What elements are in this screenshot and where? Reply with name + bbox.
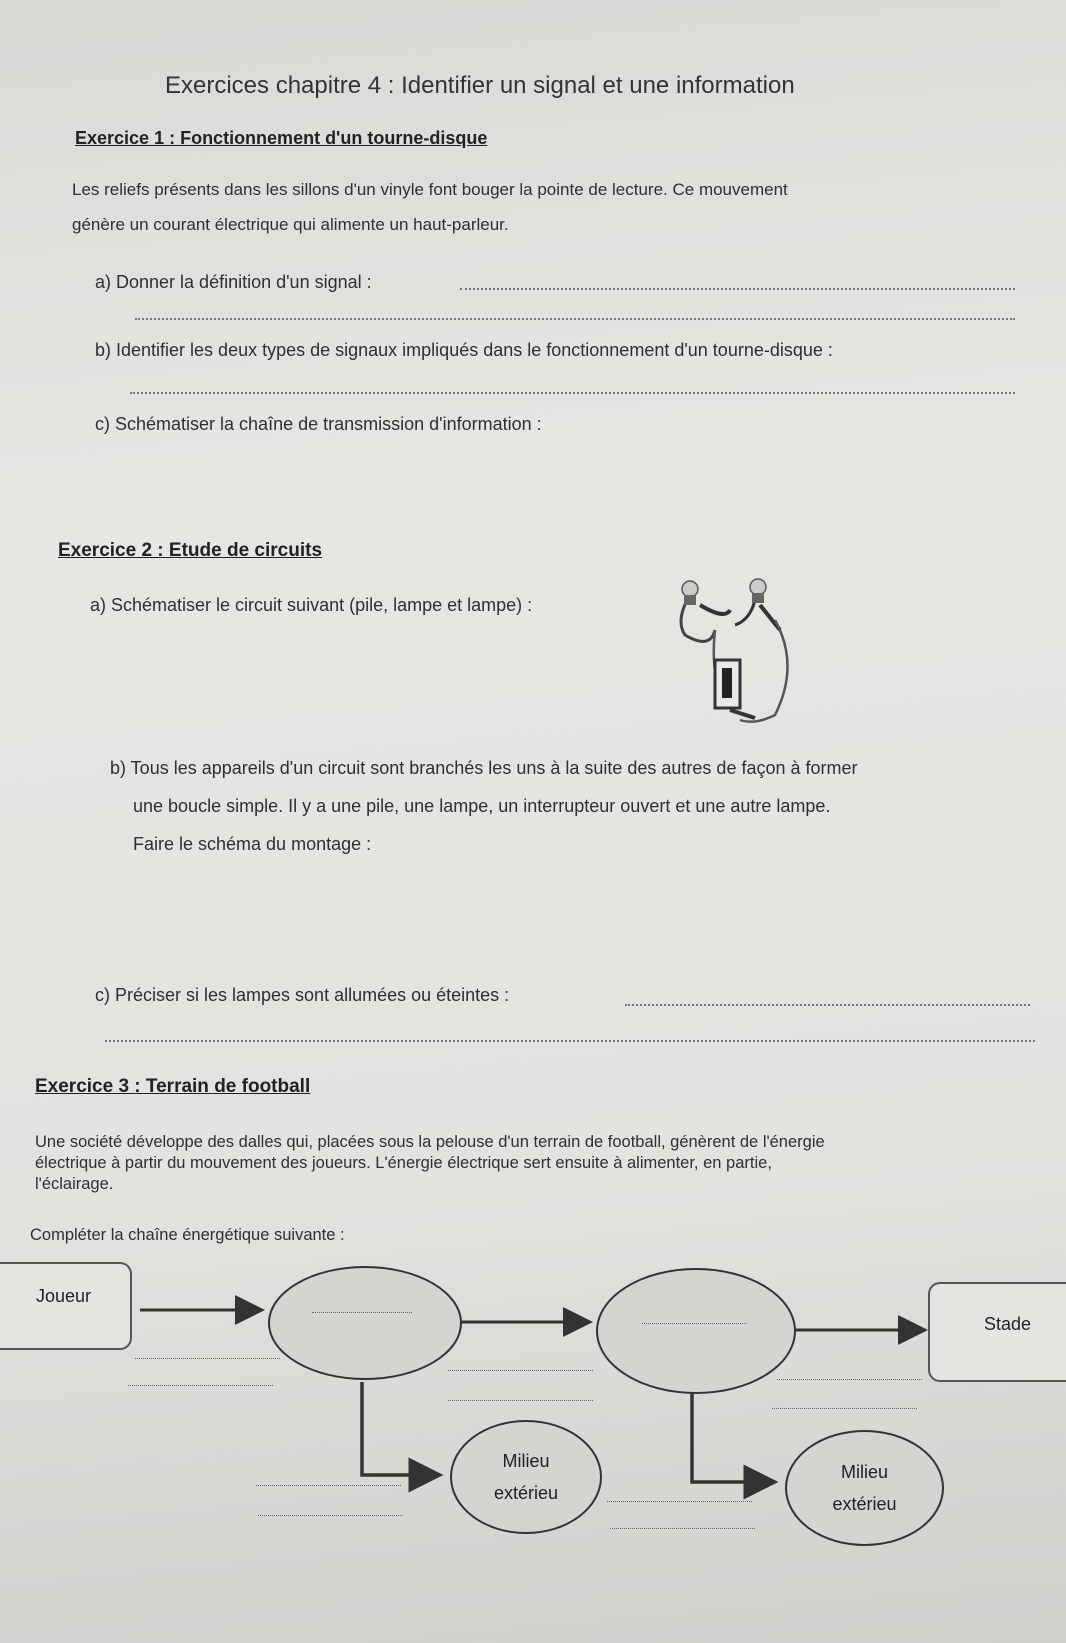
exercise-1-intro-line1: Les reliefs présents dans les sillons d'un vinyle font bouger la pointe de lecture. Ce mouvement <box>72 180 788 199</box>
exercise-2-question-b-line3: Faire le schéma du montage : <box>133 834 372 854</box>
exercise-1-title: Exercice 1 : Fonctionnement d'un tourne-disque <box>75 128 488 148</box>
exercise-1-question-b: b) Identifier les deux types de signaux impliqués dans le fonctionnement d'un tourne-disque : <box>95 340 833 360</box>
milieu-1-line2: extérieu <box>493 1483 559 1503</box>
exercise-2-question-b-line2: une boucle simple. Il y a une pile, une lampe, un interrupteur ouvert et une autre lampe. <box>133 796 831 816</box>
answer-line[interactable] <box>135 318 1015 320</box>
wire <box>735 600 755 625</box>
lamp-1-socket <box>684 595 696 605</box>
answer-line[interactable] <box>130 392 1015 394</box>
exercise-3-para-line3: l'éclairage. <box>35 1175 114 1193</box>
battery-label <box>722 668 732 698</box>
answer-line[interactable] <box>258 1515 403 1516</box>
answer-line[interactable] <box>256 1485 401 1486</box>
wire <box>700 605 730 614</box>
exercise-1-question-a: a) Donner la définition d'un signal : <box>95 272 372 292</box>
answer-line[interactable] <box>312 1312 412 1313</box>
wire <box>730 710 755 718</box>
arrow-loss-1 <box>362 1382 440 1475</box>
answer-line[interactable] <box>448 1370 593 1371</box>
answer-line[interactable] <box>448 1400 593 1401</box>
answer-line[interactable] <box>642 1323 747 1324</box>
milieu-2-line2: extérieu <box>832 1494 897 1514</box>
exercise-2-question-b-line1: b) Tous les appareils d'un circuit sont branchés les uns à la suite des autres de façon à former <box>110 758 858 778</box>
circuit-illustration <box>670 575 805 730</box>
exercise-3-title: Exercice 3 : Terrain de football <box>35 1076 311 1097</box>
answer-line[interactable] <box>460 288 1015 290</box>
answer-line[interactable] <box>610 1528 755 1529</box>
answer-line[interactable] <box>135 1358 280 1359</box>
milieu-1-line1: Milieu <box>502 1451 550 1471</box>
stade-label: Stade <box>984 1314 1032 1334</box>
arrow-loss-2 <box>692 1392 775 1482</box>
answer-line[interactable] <box>607 1501 752 1502</box>
milieu-2-line1: Milieu <box>840 1462 888 1482</box>
answer-line[interactable] <box>625 1004 1030 1006</box>
lamp-2-socket <box>752 593 764 603</box>
exercise-1-question-c: c) Schématiser la chaîne de transmission d'information : <box>95 414 542 434</box>
wire <box>740 620 788 722</box>
exercise-2-question-c: c) Préciser si les lampes sont allumées ou éteintes : <box>95 985 510 1005</box>
answer-line[interactable] <box>128 1385 273 1386</box>
exercise-2-question-a: a) Schématiser le circuit suivant (pile, lampe et lampe) : <box>90 595 533 615</box>
lamp-2-bulb <box>750 579 766 595</box>
page-title: Exercices chapitre 4 : Identifier un signal et une information <box>165 72 795 99</box>
answer-line[interactable] <box>105 1040 1035 1042</box>
exercise-3-para-line1: Une société développe des dalles qui, placées sous la pelouse d'un terrain de football, génèrent de l'énergie <box>35 1133 825 1151</box>
exercise-3-instruction: Compléter la chaîne énergétique suivante : <box>30 1226 345 1244</box>
answer-line[interactable] <box>772 1408 917 1409</box>
exercise-3-para-line2: électrique à partir du mouvement des joueurs. L'énergie électrique sert ensuite à alimenter, en partie, <box>35 1154 772 1172</box>
answer-line[interactable] <box>777 1379 922 1380</box>
lamp-1-bulb <box>682 581 698 597</box>
joueur-label: Joueur <box>36 1286 92 1306</box>
exercise-2-title: Exercice 2 : Etude de circuits <box>58 540 323 561</box>
exercise-1-intro-line2: génère un courant électrique qui alimente un haut-parleur. <box>72 215 509 234</box>
